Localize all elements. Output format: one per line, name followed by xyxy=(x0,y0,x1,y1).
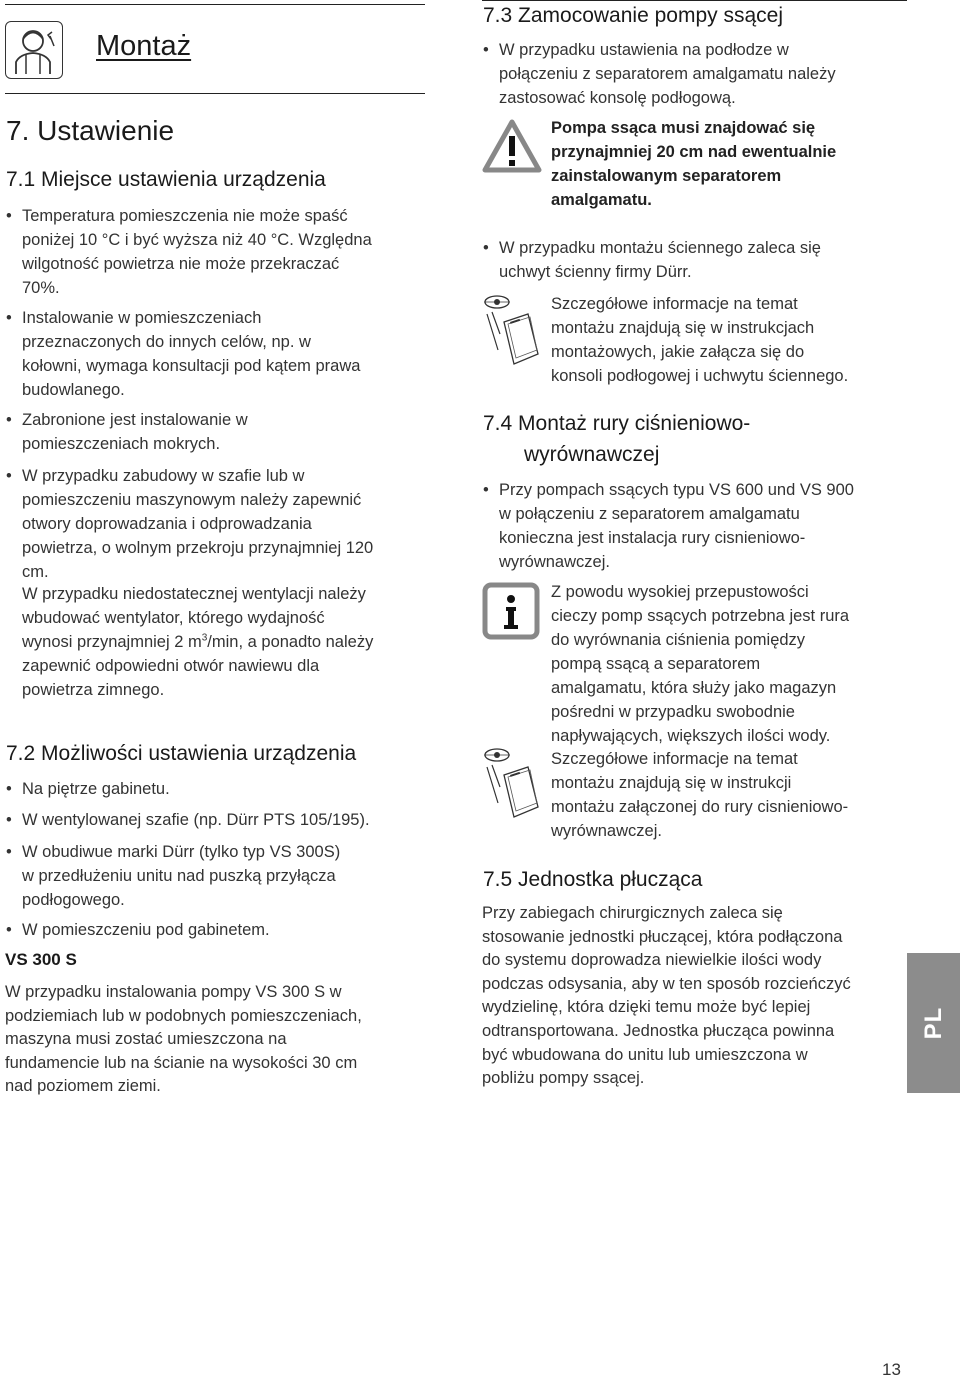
bullet-dot: • xyxy=(6,207,12,225)
warning-text: Pompa ssąca musi znajdować się przynajmniej 20 cm nad ewentualnie zainstalowanym separatorem amalgamatu. xyxy=(551,119,837,209)
section-7-1-title: 7.1 Miejsce ustawienia urządzenia xyxy=(6,168,326,191)
rinsing-unit-text: Przy zabiegach chirurgicznych zaleca się stosowanie jednostki płuczącej, która podłączona do systemu doprowadza niewielkie ilości wody podczas odsysania, aby w ten sposób rozcieńczyć wydzielinę, która dzięki temu może być lepiej odtransportowana. Jednostka płucząca powinna być wbudowana do unitu lub umieszczona w pobliżu pompy ssącej. xyxy=(482,904,851,1088)
list-item: • W przypadku montażu ściennego zaleca się uchwyt ścienny firmy Dürr. xyxy=(483,236,908,284)
mounting-note-text: Szczegółowe informacje na temat montażu znajdują się w instrukcjach montażowych, jakie załącza się do konsoli podłogowej i uchwytu ściennego. xyxy=(551,295,849,385)
list-item: • W obudiwue marki Dürr (tylko typ VS 300S) w przedłużeniu unitu nad puszką przyłącza podłogowego. xyxy=(6,840,426,912)
section-title: 7. Ustawienie xyxy=(6,115,175,146)
header-top-rule xyxy=(5,4,425,5)
list-item: • W wentylowanej szafie (np. Dürr PTS 105/195). xyxy=(6,808,426,832)
bullet-dot: • xyxy=(483,41,489,59)
section-7-3-title: 7.3 Zamocowanie pompy ssącej xyxy=(483,4,783,27)
list-item: • Temperatura pomieszczenia nie może spaść poniżej 10 °C i być wyższa niż 40 °C. Względna wilgotność powietrza nie może przekraczać 70%. xyxy=(6,204,426,300)
warning-icon xyxy=(482,118,542,174)
list-item: • W przypadku zabudowy w szafie lub w pomieszczeniu maszynowym należy zapewnić otwory doprowadzania i odprowadzania powietrza, o wolnym przekroju przynajmniej 120 cm. xyxy=(6,464,426,584)
page-number: 13 xyxy=(882,1360,901,1379)
bullet-dot: • xyxy=(6,309,12,327)
header-bottom-rule xyxy=(5,93,425,94)
bullet-dot: • xyxy=(6,780,12,798)
bullet-dot: • xyxy=(6,467,12,485)
language-tab: PL xyxy=(907,953,960,1093)
right-top-rule xyxy=(482,0,907,1)
list-item: • Instalowanie w pomieszczeniach przeznaczonych do innych celów, np. w kołowni, wymaga konsultacji pod kątem prawa budowlanego. xyxy=(6,306,426,402)
bullet-dot: • xyxy=(483,481,489,499)
ventilation-paragraph: W przypadku niedostatecznej wentylacji należy wbudować wentylator, którego wydajność wynosi przynajmniej 2 $m^3/\min$, a ponadto należy zapewnić odpowiedni otwór nawiewu dla powietrza zimnego. xyxy=(22,585,374,699)
list-item: • Na piętrze gabinetu. xyxy=(6,777,426,801)
list-item: • W pomieszczeniu pod gabinetem. xyxy=(6,918,426,942)
technician-icon xyxy=(5,21,63,79)
vs300s-text: W przypadku instalowania pompy VS 300 S w podziemiach lub w podobnych pomieszczeniach, maszyna musi zostać umieszczona na fundamencie lub na ścianie na wysokości 30 cm nad poziomem ziemi. xyxy=(5,983,362,1096)
list-item: • Zabronione jest instalowanie w pomieszczeniach mokrych. xyxy=(6,408,426,456)
info-text: Z powodu wysokiej przepustowości cieczy pomp ssących potrzebna jest rura do wyrównania ciśnienia pomiędzy pompą ssącą a separatorem amalgamatu, która służy jako magazyn pośredni w przypadku swobodnie napływających, większych ilości wody. xyxy=(551,583,850,745)
list-item: • W przypadku ustawienia na podłodze w połączeniu z separatorem amalgamatu należy zastosować konsolę podłogową. xyxy=(483,38,908,110)
bullet-dot: • xyxy=(483,239,489,257)
section-7-5-title: 7.5 Jednostka płucząca xyxy=(483,868,703,891)
header-title: Montaż xyxy=(96,30,192,62)
section-7-4-title: 7.4 Montaż rury ciśnieniowo- wyrównawczej xyxy=(483,412,751,466)
manual-reference-icon xyxy=(482,292,544,372)
bullet-dot: • xyxy=(6,843,12,861)
list-item: • Przy pompach ssących typu VS 600 und VS 900 w połączeniu z separatorem amalgamatu konieczna jest instalacja rury cisnieniowo- wyrównawczej. xyxy=(483,478,908,574)
bullet-dot: • xyxy=(6,811,12,829)
bullet-dot: • xyxy=(6,411,12,429)
bullet-dot: • xyxy=(6,921,12,939)
manual-reference-icon xyxy=(482,745,544,825)
section-7-2-title: 7.2 Możliwości ustawienia urządzenia xyxy=(6,742,357,765)
vs300s-label: VS 300 S xyxy=(5,950,77,969)
pipe-note-text: Szczegółowe informacje na temat montażu znajdują się w instrukcji montażu załączonej do rury cisnieniowo- wyrównawczej. xyxy=(551,750,849,840)
info-icon xyxy=(482,582,540,640)
